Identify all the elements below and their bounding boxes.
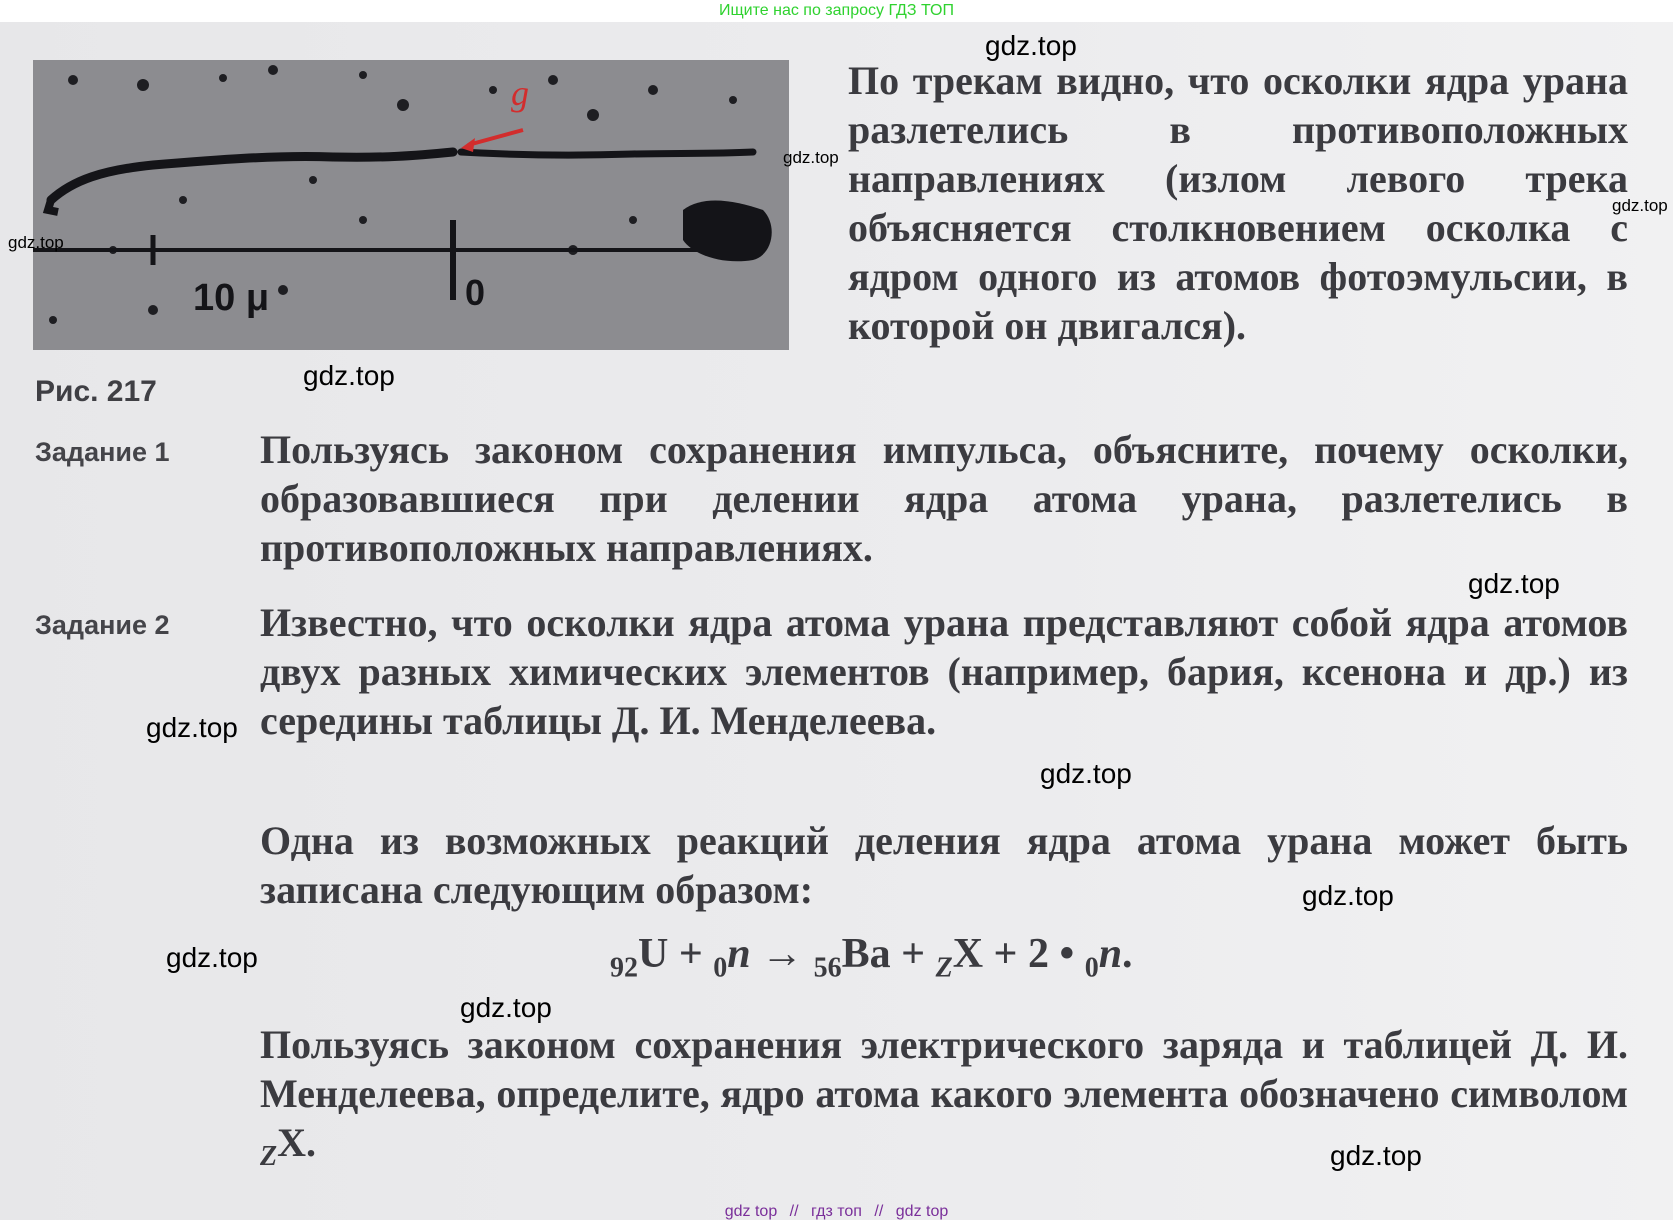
- watermark: gdz.top: [8, 233, 64, 252]
- watermark: gdz.top: [1612, 196, 1668, 215]
- figure-caption: Рис. 217: [35, 375, 157, 408]
- footer-link[interactable]: gdz top: [895, 1203, 949, 1220]
- footer-link[interactable]: гдз топ: [811, 1203, 862, 1220]
- watermark: gdz.top: [460, 992, 552, 1023]
- task-2-text: Известно, что осколки ядра атома урана представляют собой ядра атомов двух разных химических элементов (например, бария, ксенона и др.) из середины таблицы Д. И. Менделеева.: [260, 600, 1628, 743]
- watermark: gdz.top: [1302, 880, 1394, 911]
- photo-background: [33, 60, 789, 350]
- watermark: gdz.top: [1040, 758, 1132, 789]
- task-2-label: Задание 2: [35, 610, 170, 640]
- label-scale: 10 μ: [193, 277, 270, 319]
- fission-formula: $_{92}$U + $_0$n → $_{56}$Ba + $_Z$X + 2 • $_0$n.: [610, 931, 1133, 984]
- footer-separator: //: [874, 1203, 884, 1220]
- question-paragraph: Пользуясь законом сохранения электрического заряда и таблицей Д. И. Менделеева, определите, ядро атома какого элемента обозначено символом $_Z$X.: [260, 1022, 1628, 1172]
- watermark: gdz.top: [166, 942, 258, 973]
- footer-link[interactable]: gdz top: [724, 1203, 778, 1220]
- top-banner[interactable]: Ищите нас по запросу ГДЗ ТОП: [0, 0, 1673, 22]
- footer-separator: //: [789, 1203, 799, 1220]
- footer-links: [0, 1203, 1673, 1221]
- reaction-intro: Одна из возможных реакций деления ядра атома урана может быть записана следующим образом:: [260, 818, 1628, 912]
- watermark: gdz.top: [783, 148, 839, 167]
- watermark: gdz.top: [146, 712, 238, 743]
- task-1-label: Задание 1: [35, 437, 170, 467]
- watermark: gdz.top: [1330, 1140, 1422, 1171]
- watermark: gdz.top: [1468, 568, 1560, 599]
- label-g: g: [511, 73, 529, 113]
- watermark: gdz.top: [303, 360, 395, 391]
- label-zero: 0: [465, 272, 486, 313]
- watermark: gdz.top: [985, 30, 1077, 61]
- right-track: [461, 152, 753, 155]
- task-1-text: Пользуясь законом сохранения импульса, объясните, почему осколки, образовавшиеся при делении ядра атома урана, разлетелись в противоположных направлениях.: [260, 427, 1628, 570]
- intro-paragraph: По трекам видно, что осколки ядра урана разлетелись в противоположных направлениях (излом левого трека объясняется столкновением осколка с ядром одного из атомов фотоэмульсии, в которой он двигался).: [848, 58, 1628, 348]
- track-photo: [33, 60, 789, 350]
